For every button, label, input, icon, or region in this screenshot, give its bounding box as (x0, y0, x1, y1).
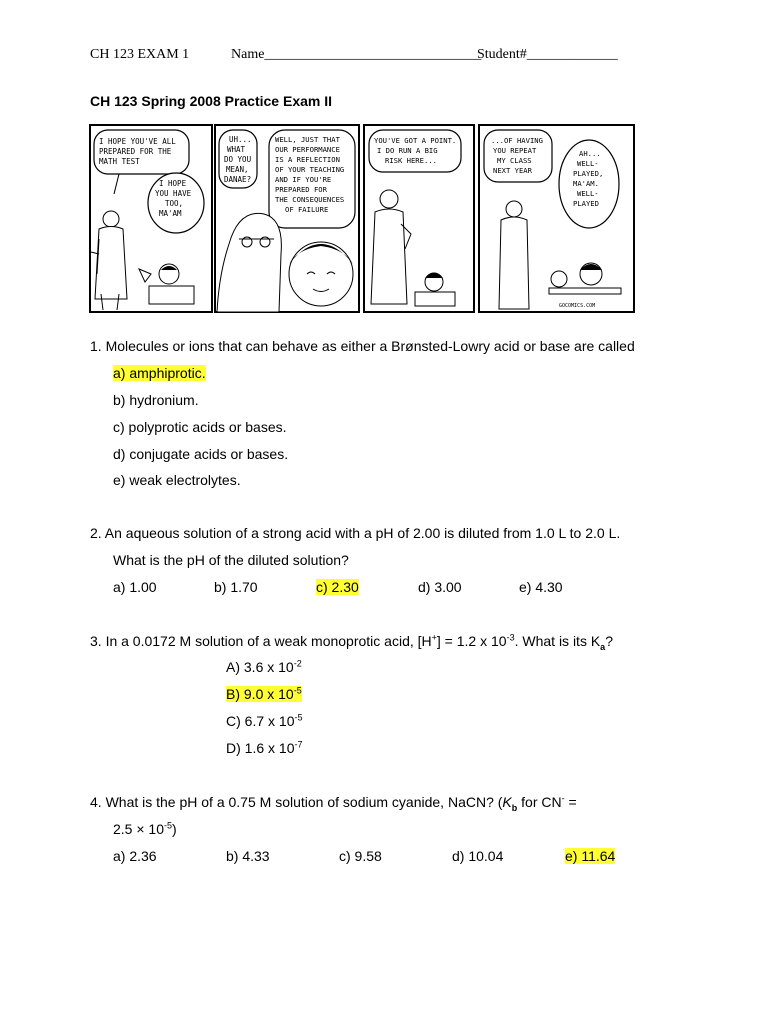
q2-option-a: a) 1.00 (113, 579, 157, 595)
exam-title: CH 123 Spring 2008 Practice Exam II (90, 93, 333, 109)
q1-option-d: d) conjugate acids or bases. (113, 446, 289, 462)
comic-text: RISK HERE... (385, 156, 437, 165)
comic-text: OF FAILURE (285, 205, 329, 214)
comic-text: PREPARED FOR (275, 185, 327, 194)
q4-option-b: b) 4.33 (226, 848, 270, 864)
comic-text: MEAN, (226, 165, 249, 174)
comic-text: TOO, (165, 199, 184, 208)
q2-option-c (316, 579, 359, 595)
comic-text: OUR PERFORMANCE (275, 145, 340, 154)
q3-option-d: D) 1.6 x $10^{-7}$ (226, 739, 303, 756)
highlighted-answer: e) 11.64 (565, 848, 616, 864)
comic-text: MATH TEST (99, 157, 140, 166)
comic-text: MA'AM. (573, 179, 599, 188)
course-label: CH 123 EXAM 1 (90, 47, 190, 62)
q4-option-c: c) 9.58 (339, 848, 382, 864)
comic-text: MY CLASS (497, 156, 532, 165)
name-field-label: Name_______________________________ (231, 47, 482, 62)
q1-option-e: e) weak electrolytes. (113, 472, 241, 488)
comic-text: ...OF HAVING (491, 136, 543, 145)
comic-text: I HOPE (159, 179, 187, 188)
comic-text: PREPARED FOR THE (99, 147, 172, 156)
q4-stem-line1: 4. What is the pH of a 0.75 M solution of sodium cyanide, NaCN? ($K_b$ for CN- = (90, 793, 577, 813)
q2-option-b: b) 1.70 (214, 579, 258, 595)
student-number-label: Student#_____________ (477, 47, 618, 62)
q2-stem-line2: What is the pH of the diluted solution? (113, 552, 349, 568)
q1-option-a (113, 365, 206, 381)
q3-option-b (226, 686, 302, 702)
comic-text: YOU'VE GOT A POINT. (374, 136, 457, 145)
q3-option-c: C) 6.7 x $10^{-5}$ (226, 712, 303, 729)
comic-text: WELL- (577, 159, 599, 168)
q3-stem: 3. In a 0.0172 M solution of a weak monoprotic acid, [H+] = 1.2 x $10^{-3}$. What is its $K_a$? (90, 632, 613, 652)
comic-text: YOU REPEAT (493, 146, 537, 155)
q3-option-a: A) 3.6 x $10^{-2}$ (226, 658, 302, 675)
q4-option-a: a) 2.36 (113, 848, 157, 864)
q2-option-e: e) 4.30 (519, 579, 563, 595)
comic-text: DANAE? (224, 175, 252, 184)
comic-text: WELL- (577, 189, 599, 198)
comic-text: I DO RUN A BIG (377, 146, 438, 155)
comic-text: AND IF YOU'RE (275, 175, 332, 184)
comic-text: DO YOU (224, 155, 252, 164)
comic-strip (89, 124, 636, 313)
comic-text: WHAT (227, 145, 246, 154)
q2-option-d: d) 3.00 (418, 579, 462, 595)
q2-stem-line1: 2. An aqueous solution of a strong acid with a pH of 2.00 is diluted from 1.0 L to 2.0 L. (90, 525, 621, 541)
comic-text: NEXT YEAR (493, 166, 532, 175)
q4-stem-line2: $2.5 \times 10^{-5}$) (113, 820, 177, 837)
comic-credit: GOCOMICS.COM (559, 303, 596, 309)
q1-option-b: b) hydronium. (113, 392, 199, 408)
comic-text: UH... (229, 135, 252, 144)
highlighted-answer: B) 9.0 x $10^{-5}$ (226, 685, 302, 702)
highlighted-answer: a) amphiprotic. (113, 365, 206, 381)
q1-stem: 1. Molecules or ions that can behave as either a Brønsted-Lowry acid or base are called (90, 338, 635, 354)
comic-text: THE CONSEQUENCES (275, 195, 345, 204)
comic-text: OF YOUR TEACHING (275, 165, 345, 174)
comic-text: MA'AM (159, 209, 182, 218)
comic-text: PLAYED (573, 199, 599, 208)
comic-text: WELL, JUST THAT (275, 135, 340, 144)
comic-text: I HOPE YOU'VE ALL (99, 137, 176, 146)
q4-option-e (565, 848, 615, 864)
comic-text: AH... (579, 149, 601, 158)
comic-text: YOU HAVE (155, 189, 192, 198)
comic-text: PLAYED, (573, 169, 604, 178)
highlighted-answer: c) 2.30 (316, 579, 359, 595)
comic-text: IS A REFLECTION (275, 155, 340, 164)
q1-option-c: c) polyprotic acids or bases. (113, 419, 287, 435)
q4-option-d: d) 10.04 (452, 848, 504, 864)
